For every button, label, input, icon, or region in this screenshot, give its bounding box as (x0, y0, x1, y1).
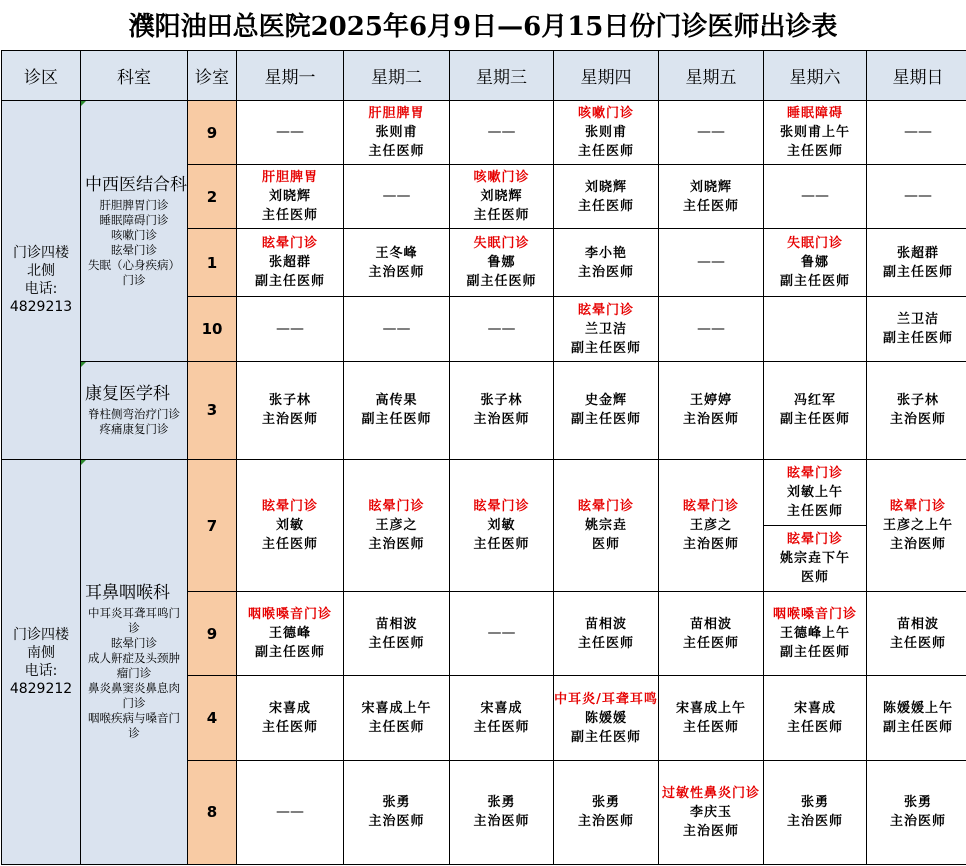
doctor-name: 宋喜成 (268, 701, 311, 717)
doctor-title: 副主任医师 (882, 720, 953, 736)
schedule-cell (659, 101, 764, 165)
schedule-cell (450, 101, 554, 165)
header-monday: 星期一 (237, 51, 344, 101)
empty-slot-dash: —— (382, 320, 411, 337)
room-number: 4 (188, 676, 237, 760)
doctor-title: 主治医师 (368, 814, 425, 830)
clinic-area (2, 459, 81, 864)
room-number: 3 (188, 361, 237, 459)
doctor-name: 姚宗垚下午 (779, 551, 850, 567)
doctor-name: 王彦之 (375, 518, 418, 534)
room-number: 2 (188, 165, 237, 229)
clinic-type: 眩晕门诊 (577, 499, 634, 515)
doctor-title: 主任医师 (889, 635, 946, 651)
doctor-title: 主治医师 (368, 537, 425, 553)
doctor-name: 张子林 (268, 393, 311, 409)
page-title: 濮阳油田总医院2025年6月9日—6月15日份门诊医师出诊表 (128, 11, 838, 42)
doctor-name: 王婷婷 (689, 393, 732, 409)
clinic-area-line: 门诊四楼 (13, 244, 69, 261)
schedule-cell (450, 459, 554, 591)
doctor-title: 副主任医师 (779, 274, 850, 290)
clinic-type: 眩晕门诊 (889, 499, 946, 515)
doctor-title: 副主任医师 (570, 412, 641, 428)
doctor-name: 陈媛媛 (584, 710, 627, 726)
schedule-cell (554, 760, 659, 864)
clinic-type: 过敏性鼻炎门诊 (661, 785, 760, 801)
schedule-cell (344, 760, 450, 864)
doctor-name: 苗相波 (375, 616, 418, 632)
room-number: 7 (188, 459, 237, 591)
doctor-title: 副主任医师 (570, 340, 641, 356)
department-subclinic: 眩晕门诊 (111, 636, 157, 651)
doctor-name: 张勇 (591, 795, 620, 811)
clinic-type: 眩晕门诊 (786, 532, 843, 548)
doctor-title: 主治医师 (261, 412, 318, 428)
doctor-name: 李庆玉 (689, 804, 732, 820)
doctor-title: 副主任医师 (361, 412, 432, 428)
doctor-name: 姚宗垚 (584, 518, 627, 534)
schedule-cell (344, 676, 450, 760)
doctor-name: 高传果 (375, 393, 418, 409)
doctor-name: 张则甫 (375, 125, 418, 141)
department-subclinic: 睡眠障碍门诊 (99, 212, 169, 227)
clinic-type: 眩晕门诊 (368, 499, 425, 515)
clinic-type: 眩晕门诊 (682, 499, 739, 515)
room-number: 9 (188, 592, 237, 676)
empty-slot-dash: —— (276, 124, 304, 141)
department-subclinic: 脊柱侧弯治疗门诊 (88, 407, 180, 422)
doctor-name: 刘晓辉 (268, 189, 311, 205)
empty-slot-dash: —— (382, 188, 411, 205)
schedule-cell (554, 229, 659, 297)
empty-slot-dash: —— (276, 803, 304, 820)
doctor-title: 主任医师 (473, 720, 530, 736)
schedule-cell (237, 592, 344, 676)
header-row (2, 51, 966, 101)
schedule-cell (659, 165, 764, 229)
doctor-title: 主任医师 (786, 503, 843, 519)
doctor-name: 苗相波 (896, 616, 939, 632)
doctor-title: 主任医师 (786, 720, 843, 736)
schedule-cell (659, 297, 764, 361)
doctor-name: 张勇 (800, 795, 829, 811)
schedule-cell (867, 361, 966, 459)
doctor-name: 张超群 (268, 255, 311, 271)
doctor-name: 刘敏 (275, 518, 304, 534)
doctor-title: 主任医师 (368, 720, 425, 736)
empty-slot-dash: —— (276, 320, 304, 337)
doctor-name: 兰卫洁 (896, 312, 939, 328)
schedule-cell (237, 165, 344, 229)
clinic-type: 眩晕门诊 (261, 499, 318, 515)
doctor-name: 刘晓辉 (584, 179, 627, 195)
doctor-name: 王德峰 (268, 626, 311, 642)
split-cell (764, 460, 866, 591)
schedule-cell (764, 101, 867, 165)
empty-slot-dash: —— (697, 124, 725, 141)
department-name: 康复医学科 (85, 384, 170, 405)
clinic-area-line: 北侧 (27, 262, 55, 279)
doctor-title: 主任医师 (682, 635, 739, 651)
schedule-cell (237, 361, 344, 459)
schedule-cell (344, 229, 450, 297)
department-subclinic: 眩晕门诊 (111, 242, 157, 257)
schedule-cell (450, 165, 554, 229)
clinic-type: 睡眠障碍 (786, 106, 843, 122)
room-number: 9 (188, 101, 237, 165)
doctor-title: 主治医师 (368, 264, 425, 280)
doctor-title: 医师 (591, 537, 620, 553)
doctor-title: 主任医师 (473, 208, 530, 224)
doctor-title: 主治医师 (577, 814, 634, 830)
doctor-name: 宋喜成 (793, 701, 836, 717)
doctor-title: 主治医师 (473, 814, 530, 830)
doctor-title: 医师 (800, 570, 829, 586)
schedule-cell (764, 676, 867, 760)
clinic-type: 咽喉嗓音门诊 (247, 607, 332, 623)
room-number: 10 (188, 297, 237, 361)
schedule-cell (867, 760, 966, 864)
schedule-cell (867, 592, 966, 676)
doctor-name: 史金辉 (584, 393, 627, 409)
department-subclinic: 肝胆脾胃门诊 (99, 197, 169, 212)
clinic-area (2, 101, 81, 460)
schedule-afternoon (764, 526, 866, 591)
doctor-title: 主任医师 (261, 537, 318, 553)
doctor-name: 张则甫 (584, 125, 627, 141)
department (81, 361, 188, 459)
schedule-cell (344, 459, 450, 591)
doctor-name: 苗相波 (584, 616, 627, 632)
doctor-title: 主治医师 (889, 814, 946, 830)
schedule-cell (764, 297, 867, 361)
header-room: 诊室 (188, 51, 237, 101)
schedule-cell (764, 361, 867, 459)
clinic-area-line: 南侧 (27, 644, 55, 661)
clinic-type: 眩晕门诊 (577, 302, 634, 318)
doctor-title: 副主任医师 (254, 274, 325, 290)
doctor-name: 张勇 (487, 795, 516, 811)
doctor-name: 苗相波 (689, 616, 732, 632)
doctor-title: 主任医师 (261, 720, 318, 736)
doctor-name: 刘晓辉 (480, 189, 523, 205)
schedule-cell (554, 459, 659, 591)
doctor-title: 副主任医师 (779, 645, 850, 661)
schedule-cell (554, 101, 659, 165)
doctor-name: 鲁娜 (800, 255, 829, 271)
schedule-cell (237, 229, 344, 297)
schedule-cell (554, 361, 659, 459)
header-sunday: 星期日 (867, 51, 966, 101)
empty-slot-dash: —— (904, 124, 932, 141)
doctor-title: 主任医师 (577, 198, 634, 214)
doctor-title: 主治医师 (577, 264, 634, 280)
clinic-type: 失眠门诊 (786, 236, 843, 252)
schedule-cell (764, 760, 867, 864)
doctor-title: 主任医师 (682, 198, 739, 214)
room-number: 8 (188, 760, 237, 864)
schedule-cell (554, 676, 659, 760)
clinic-type: 咳嗽门诊 (577, 106, 634, 122)
clinic-area-line: 电话: (24, 280, 58, 297)
clinic-type: 咽喉嗓音门诊 (772, 607, 857, 623)
doctor-title: 副主任医师 (779, 412, 850, 428)
schedule-cell (659, 229, 764, 297)
schedule-cell (237, 676, 344, 760)
doctor-title: 主任医师 (473, 537, 530, 553)
clinic-area-line: 4829212 (9, 680, 73, 697)
doctor-name: 王德峰上午 (779, 626, 850, 642)
doctor-name: 宋喜成 (480, 701, 523, 717)
department-subclinic: 成人鼾症及头颈肿瘤门诊 (88, 651, 180, 681)
schedule-table (1, 50, 966, 865)
empty-slot-dash: —— (697, 320, 725, 337)
clinic-area-line: 门诊四楼 (13, 626, 69, 643)
schedule-cell (344, 165, 450, 229)
doctor-title: 主治医师 (682, 823, 739, 839)
doctor-name: 张子林 (896, 393, 939, 409)
doctor-title: 副主任医师 (882, 331, 953, 347)
clinic-area-line: 电话: (24, 662, 58, 679)
schedule-morning (764, 460, 866, 526)
schedule-cell (764, 165, 867, 229)
schedule-cell (450, 229, 554, 297)
clinic-type: 肝胆脾胃 (261, 170, 318, 186)
schedule-cell (659, 592, 764, 676)
doctor-name: 张勇 (903, 795, 932, 811)
department-name: 中西医结合科 (85, 174, 187, 195)
schedule-cell (659, 459, 764, 591)
schedule-cell (764, 229, 867, 297)
schedule-cell (554, 592, 659, 676)
schedule-cell (659, 361, 764, 459)
schedule-cell (659, 676, 764, 760)
schedule-row (2, 101, 966, 165)
schedule-cell (237, 297, 344, 361)
doctor-title: 主任医师 (577, 635, 634, 651)
doctor-name: 刘敏 (487, 518, 516, 534)
department-name: 耳鼻咽喉科 (85, 583, 170, 604)
schedule-row (2, 361, 966, 459)
schedule-cell (344, 101, 450, 165)
doctor-title: 主任医师 (786, 144, 843, 160)
schedule-cell (450, 297, 554, 361)
schedule-cell (237, 459, 344, 591)
department (81, 101, 188, 362)
schedule-cell (450, 592, 554, 676)
clinic-type: 肝胆脾胃 (368, 106, 425, 122)
schedule-cell (237, 101, 344, 165)
doctor-title: 主治医师 (682, 537, 739, 553)
doctor-title: 主任医师 (682, 720, 739, 736)
clinic-area-line: 4829213 (9, 298, 73, 315)
empty-slot-dash: —— (904, 188, 932, 205)
department-subclinic: 咳嗽门诊 (111, 227, 157, 242)
header-wednesday: 星期三 (450, 51, 554, 101)
empty-slot-dash: —— (801, 188, 829, 205)
clinic-type: 失眠门诊 (473, 236, 530, 252)
schedule-cell (764, 459, 867, 591)
clinic-type: 咳嗽门诊 (473, 170, 530, 186)
schedule-cell (344, 592, 450, 676)
doctor-title: 主任医师 (368, 635, 425, 651)
doctor-name: 冯红军 (793, 393, 836, 409)
schedule-cell (867, 101, 966, 165)
doctor-title: 主治医师 (682, 412, 739, 428)
clinic-type: 眩晕门诊 (261, 236, 318, 252)
empty-slot-dash: —— (487, 625, 516, 642)
doctor-name: 陈媛媛上午 (882, 701, 953, 717)
schedule-cell (450, 760, 554, 864)
doctor-name: 张勇 (382, 795, 411, 811)
doctor-name: 宋喜成上午 (361, 701, 432, 717)
doctor-name: 李小艳 (584, 245, 627, 261)
doctor-title: 主任医师 (368, 144, 425, 160)
schedule-cell (764, 592, 867, 676)
schedule-row (2, 459, 966, 591)
clinic-type: 中耳炎/耳聋耳鸣 (554, 691, 658, 707)
doctor-name: 刘晓辉 (689, 179, 732, 195)
schedule-cell (450, 676, 554, 760)
schedule-cell (867, 459, 966, 591)
department-subclinic: 失眠（心身疾病）门诊 (88, 257, 180, 287)
doctor-name: 张超群 (896, 245, 939, 261)
schedule-cell (867, 165, 966, 229)
header-dept: 科室 (81, 51, 188, 101)
doctor-name: 王冬峰 (375, 245, 418, 261)
header-thursday: 星期四 (554, 51, 659, 101)
doctor-name: 兰卫洁 (584, 321, 627, 337)
schedule-cell (237, 760, 344, 864)
department-subclinic: 疼痛康复门诊 (99, 422, 169, 437)
schedule-cell (867, 676, 966, 760)
doctor-name: 刘敏上午 (786, 484, 843, 500)
doctor-name: 宋喜成上午 (675, 701, 746, 717)
header-area: 诊区 (2, 51, 81, 101)
doctor-name: 王彦之上午 (882, 518, 953, 534)
clinic-type: 眩晕门诊 (473, 499, 530, 515)
schedule-cell (867, 297, 966, 361)
room-number: 1 (188, 229, 237, 297)
schedule-cell (554, 297, 659, 361)
empty-slot-dash: —— (487, 320, 516, 337)
doctor-title: 主治医师 (889, 412, 946, 428)
doctor-title: 主治医师 (473, 412, 530, 428)
empty-slot-dash: —— (487, 124, 516, 141)
doctor-name: 张子林 (480, 393, 523, 409)
doctor-name: 张则甫上午 (779, 125, 850, 141)
doctor-name: 王彦之 (689, 518, 732, 534)
doctor-title: 主任医师 (261, 208, 318, 224)
doctor-title: 主任医师 (577, 144, 634, 160)
schedule-cell (867, 229, 966, 297)
clinic-type: 眩晕门诊 (786, 465, 843, 481)
schedule-cell (554, 165, 659, 229)
header-tuesday: 星期二 (344, 51, 450, 101)
doctor-title: 副主任医师 (882, 264, 953, 280)
header-friday: 星期五 (659, 51, 764, 101)
empty-slot-dash: —— (697, 254, 725, 271)
department (81, 459, 188, 864)
department-subclinic: 鼻炎鼻窦炎鼻息肉门诊 (88, 681, 180, 711)
schedule-cell (659, 760, 764, 864)
schedule-cell (344, 297, 450, 361)
header-saturday: 星期六 (764, 51, 867, 101)
doctor-title: 副主任医师 (254, 645, 325, 661)
schedule-cell (450, 361, 554, 459)
department-subclinic: 咽喉疾病与嗓音门诊 (88, 711, 180, 741)
department-subclinic: 中耳炎耳聋耳鸣门诊 (88, 606, 180, 636)
doctor-title: 副主任医师 (466, 274, 537, 290)
schedule-cell (344, 361, 450, 459)
doctor-name: 鲁娜 (487, 255, 516, 271)
doctor-title: 副主任医师 (570, 729, 641, 745)
doctor-title: 主治医师 (786, 814, 843, 830)
doctor-title: 主治医师 (889, 537, 946, 553)
